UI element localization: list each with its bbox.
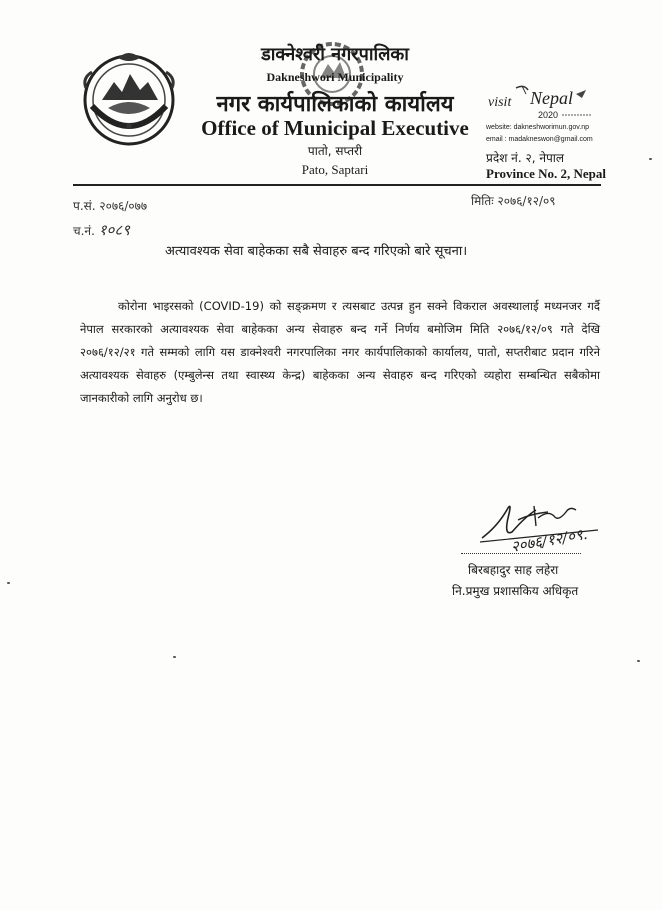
province-english: Province No. 2, Nepal (486, 166, 606, 181)
visit-word-text: visit (488, 95, 512, 110)
nepal-emblem-icon (78, 48, 180, 148)
website-text: website: dakneshworimun.gov.np (486, 124, 589, 131)
email-text: email : madakneswon@gmail.com (486, 136, 593, 143)
office-name-nepali: डाक्नेश्वरी नगरपालिका (261, 44, 409, 65)
scan-speck (637, 660, 640, 662)
office-executive-nepali: नगर कार्यपालिकाको कार्यालय (216, 92, 454, 117)
header-divider (73, 184, 601, 186)
scan-speck (7, 582, 10, 584)
signer-title: नि.प्रमुख प्रशासकिय अधिकृत (452, 584, 579, 598)
signer-name: बिरबहादुर साह लहेरा (468, 563, 559, 577)
handwritten-signature (478, 496, 650, 558)
signature-line (461, 553, 581, 554)
notice-subject: अत्यावश्यक सेवा बाहेकका सबै सेवाहरु बन्द गरिएको बारे सूचना। (165, 244, 468, 259)
office-name-english: Dakneshwori Municipality (266, 70, 404, 84)
province-nepali: प्रदेश नं. २, नेपाल (486, 151, 565, 165)
scan-speck (649, 158, 652, 160)
scan-speck (173, 656, 176, 658)
visit-nepal-logo (486, 84, 596, 124)
dispatch-number: १०८९ (98, 221, 130, 239)
dispatch-number-line (73, 220, 130, 240)
signature-date-text: २०७६/१२/०९. (509, 524, 589, 556)
notice-body: कोरोना भाइरसको (COVID-19) को सङ्क्रमण र त्यसबाट उत्पन्न हुन सक्ने विकराल अवस्थालाई मध्यनजर गर्दै नेपाल सरकारको अत्यावश्यक सेवा बाहेकका अन्य सेवाहरु बन्द गर्ने निर्णय बमोजिम मिति २०७६/१२/०९ गते देखि २०७६/१२/२१ गते सम्मको लागि यस डाक्नेश्वरी नगरपालिका नगर कार्यपालिकाको कार्यालय, पातो, सप्तरीबाट प्रदान गरिने अत्यावश्यक सेवाहरु (एम्बुलेन्स तथा स्वास्थ्य केन्द्र) बाहेकका अन्य सेवाहरु बन्द गरिएको व्यहोरा सम्बन्धित सबैकोमा जानकारीको लागि अनुरोध छ। (80, 299, 600, 405)
year-text: 2020 (538, 110, 559, 120)
office-executive-english: Office of Municipal Executive (201, 116, 469, 140)
reference-number: प.सं. २०७६/०७७ (73, 199, 148, 213)
address-english: Pato, Saptari (301, 162, 369, 177)
nepal-word-text: Nepal (530, 88, 573, 108)
letter-date: मितिः २०७६/१२/०९ (471, 194, 556, 208)
address-nepali: पातो, सप्तरी (307, 144, 363, 158)
dispatch-label: च.नं. (73, 224, 95, 238)
